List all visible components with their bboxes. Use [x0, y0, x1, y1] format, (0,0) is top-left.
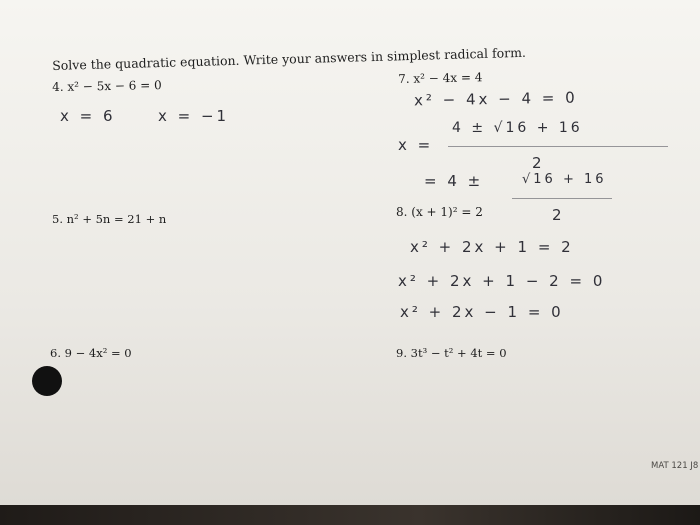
- page-code: MAT 121 J8: [651, 461, 699, 471]
- problem-6-number: 6.: [50, 346, 61, 360]
- problem-7: [398, 70, 483, 86]
- problem-4: [52, 78, 162, 94]
- problem-8-number: 8.: [396, 205, 408, 219]
- problem-6: [50, 346, 132, 360]
- problem-7-equation: x² − 4x = 4: [413, 70, 483, 86]
- p8-line-2: x² + 2x + 1 − 2 = 0: [398, 272, 606, 290]
- p4-answer-1: x = 6: [60, 107, 116, 125]
- problem-8-equation: (x + 1)² = 2: [411, 205, 483, 219]
- p7-fraction-bar-2: [512, 198, 612, 199]
- instructions: Solve the quadratic equation. Write your answers in simplest radical form.: [52, 44, 527, 73]
- problem-6-equation: 9 − 4x² = 0: [64, 346, 132, 360]
- problem-4-number: 4.: [52, 79, 64, 94]
- p7-line-3-numerator: √16 + 16: [522, 172, 607, 187]
- p4-answer-2: x = −1: [158, 107, 230, 125]
- problem-9: [396, 346, 507, 360]
- problem-5: [52, 212, 166, 226]
- problem-4-equation: x² − 5x − 6 = 0: [67, 78, 162, 94]
- p8-line-1: x² + 2x + 1 = 2: [410, 238, 574, 256]
- p8-line-3: x² + 2x − 1 = 0: [400, 303, 564, 321]
- problem-5-equation: n² + 5n = 21 + n: [66, 212, 167, 226]
- p7-line-2-numerator: 4 ± √16 + 16: [452, 120, 583, 136]
- p7-line-2-denominator: 2: [532, 154, 545, 172]
- problem-9-equation: 3t³ − t² + 4t = 0: [410, 346, 507, 360]
- problem-7-number: 7.: [398, 71, 410, 86]
- problem-8: [396, 205, 483, 219]
- p7-line-2-lhs: x =: [398, 136, 434, 154]
- p7-fraction-bar-1: [448, 146, 668, 147]
- table-surface: [0, 505, 700, 525]
- p7-line-3-lhs: = 4 ±: [424, 172, 484, 190]
- p7-line-1: x² − 4x − 4 = 0: [413, 88, 578, 110]
- p7-line-3-denominator: 2: [552, 206, 565, 224]
- binder-hole: [32, 366, 62, 396]
- problem-9-number: 9.: [396, 346, 407, 360]
- problem-5-number: 5.: [52, 212, 63, 226]
